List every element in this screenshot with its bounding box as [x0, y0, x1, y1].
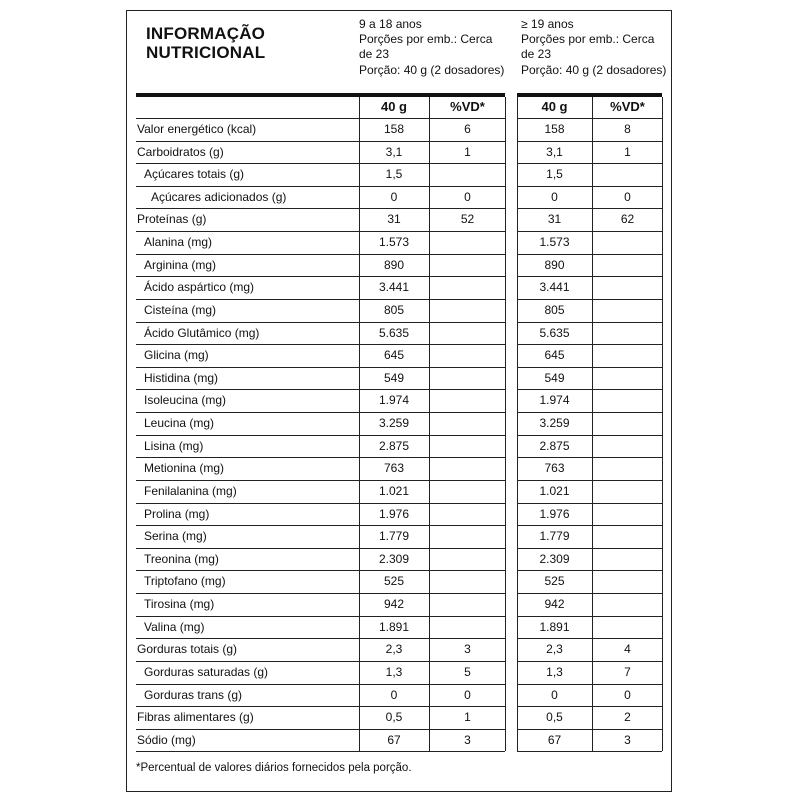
- row-value: 0,5: [546, 710, 563, 725]
- row-label: Isoleucina (mg): [144, 393, 227, 408]
- row-value: 1.573: [378, 235, 410, 250]
- row-value: 2,3: [546, 642, 563, 657]
- row-value: 525: [544, 574, 565, 589]
- row-value: 942: [544, 597, 565, 612]
- row-value: 1.779: [378, 529, 410, 544]
- row-value: 6: [464, 122, 471, 136]
- row-value: 0: [551, 189, 558, 204]
- row-value: 4: [624, 642, 631, 657]
- row-value: 549: [383, 370, 405, 385]
- row-label: Gorduras saturadas (g): [144, 664, 269, 679]
- row-label: Gorduras totais (g): [137, 642, 238, 657]
- row-value: 3,1: [546, 144, 563, 159]
- group-age: ≥ 19 anos: [521, 17, 574, 31]
- header-vd: %VD*: [450, 99, 485, 114]
- row-value: 5.635: [539, 325, 570, 340]
- row-label: Fenilalanina (mg): [144, 483, 237, 498]
- row-value: 3: [464, 732, 471, 747]
- row-label: Triptofano (mg): [144, 574, 226, 589]
- row-value: 0: [390, 189, 398, 204]
- row-label: Serina (mg): [144, 529, 207, 544]
- row-value: 158: [544, 122, 565, 136]
- group-portion: Porção: 40 g (2 dosadores): [521, 62, 667, 77]
- row-value: 31: [547, 212, 562, 227]
- row-label: Açúcares adicionados (g): [151, 189, 287, 204]
- footnote: *Percentual de valores diários fornecidos pela porção.: [136, 762, 412, 774]
- row-label: Valina (mg): [144, 619, 205, 634]
- row-value: 31: [387, 212, 401, 227]
- header-amount: 40 g: [380, 99, 407, 114]
- group-age: 9 a 18 anos: [359, 17, 422, 31]
- row-label: Tirosina (mg): [144, 597, 215, 612]
- row-value: 1.891: [378, 619, 410, 634]
- row-value: 1.891: [539, 619, 570, 634]
- row-value: 1.779: [539, 529, 570, 544]
- row-label: Proteínas (g): [137, 212, 207, 227]
- header-amount: 40 g: [541, 99, 568, 114]
- row-label: Lisina (mg): [144, 438, 204, 453]
- row-value: 2.875: [539, 438, 570, 453]
- group-info-19-plus: [521, 17, 671, 78]
- row-value: 0: [551, 687, 558, 702]
- row-label: Arginina (mg): [144, 257, 217, 272]
- row-value: 67: [547, 732, 562, 747]
- row-label: Metionina (mg): [144, 461, 225, 476]
- row-value: 805: [383, 302, 405, 317]
- row-value: 1.974: [378, 393, 410, 408]
- row-value: 1.573: [539, 235, 570, 250]
- row-label: Carboidratos (g): [137, 144, 224, 159]
- row-divider: [136, 751, 505, 752]
- row-value: 3.441: [539, 280, 570, 295]
- row-value: 3,1: [385, 144, 403, 159]
- column-divider: [505, 97, 506, 751]
- row-value: 1,5: [546, 167, 563, 182]
- row-label: Prolina (mg): [144, 506, 210, 521]
- row-value: 1.976: [539, 506, 570, 521]
- row-value: 1.021: [539, 483, 570, 498]
- row-label: Histidina (mg): [144, 370, 219, 385]
- group-info-9-18: [359, 17, 509, 78]
- row-value: 2.309: [378, 551, 410, 566]
- row-value: 525: [383, 574, 405, 589]
- row-label: Alanina (mg): [144, 235, 213, 250]
- row-value: 890: [544, 257, 565, 272]
- row-value: 67: [387, 732, 401, 747]
- row-value: 158: [383, 122, 405, 136]
- row-value: 1,3: [385, 664, 403, 679]
- group-portions: Porções por emb.: Cerca de 23: [359, 32, 493, 62]
- row-label: Cisteína (mg): [144, 302, 217, 317]
- row-value: 3: [464, 642, 471, 657]
- header-vd: %VD*: [610, 99, 645, 114]
- row-divider: [517, 751, 662, 752]
- row-value: 549: [544, 370, 565, 385]
- row-value: 763: [383, 461, 405, 476]
- row-value: 1.021: [378, 483, 410, 498]
- row-label: Açúcares totais (g): [144, 167, 245, 182]
- row-value: 2: [624, 710, 631, 725]
- row-value: 1,5: [385, 167, 403, 182]
- row-value: 7: [624, 664, 631, 679]
- row-value: 1.976: [378, 506, 410, 521]
- row-value: 0,5: [385, 710, 403, 725]
- row-value: 2,3: [385, 642, 403, 657]
- row-value: 0: [464, 687, 471, 702]
- row-value: 1: [464, 710, 471, 725]
- title-line-2: NUTRICIONAL: [146, 43, 266, 62]
- row-value: 890: [383, 257, 405, 272]
- row-value: 645: [383, 348, 405, 363]
- row-label: Treonina (mg): [144, 551, 219, 566]
- row-value: 645: [544, 348, 565, 363]
- row-value: 3.441: [378, 280, 410, 295]
- row-value: 2.875: [378, 438, 410, 453]
- row-value: 0: [624, 189, 631, 204]
- row-value: 1,3: [546, 664, 563, 679]
- row-value: 3.259: [378, 416, 410, 431]
- row-value: 3: [624, 732, 631, 747]
- row-value: 942: [383, 597, 405, 612]
- row-value: 0: [624, 687, 631, 702]
- row-value: 52: [460, 212, 475, 227]
- column-divider: [662, 97, 663, 751]
- row-value: 5.635: [378, 325, 410, 340]
- row-value: 2.309: [539, 551, 570, 566]
- panel-title: [146, 24, 265, 62]
- row-value: 1: [464, 144, 471, 159]
- row-value: 8: [624, 122, 631, 136]
- row-value: 0: [390, 687, 398, 702]
- row-value: 763: [544, 461, 565, 476]
- row-value: 0: [464, 189, 471, 204]
- row-label: Ácido aspártico (mg): [144, 280, 255, 295]
- row-label: Sódio (mg): [137, 732, 196, 747]
- row-value: 5: [464, 664, 471, 679]
- row-label: Fibras alimentares (g): [137, 710, 254, 725]
- row-value: 1.974: [539, 393, 570, 408]
- row-value: 1: [624, 144, 631, 159]
- row-label: Valor energético (kcal): [137, 122, 257, 136]
- group-portion: Porção: 40 g (2 dosadores): [359, 62, 505, 77]
- row-label: Leucina (mg): [144, 416, 215, 431]
- row-label: Gorduras trans (g): [144, 687, 243, 702]
- row-label: Glicina (mg): [144, 348, 209, 363]
- row-label: Ácido Glutâmico (mg): [144, 325, 260, 340]
- row-value: 3.259: [539, 416, 570, 431]
- title-line-1: INFORMAÇÃO: [146, 24, 266, 43]
- row-value: 62: [620, 212, 635, 227]
- group-portions: Porções por emb.: Cerca de 23: [521, 32, 655, 62]
- row-value: 805: [544, 302, 565, 317]
